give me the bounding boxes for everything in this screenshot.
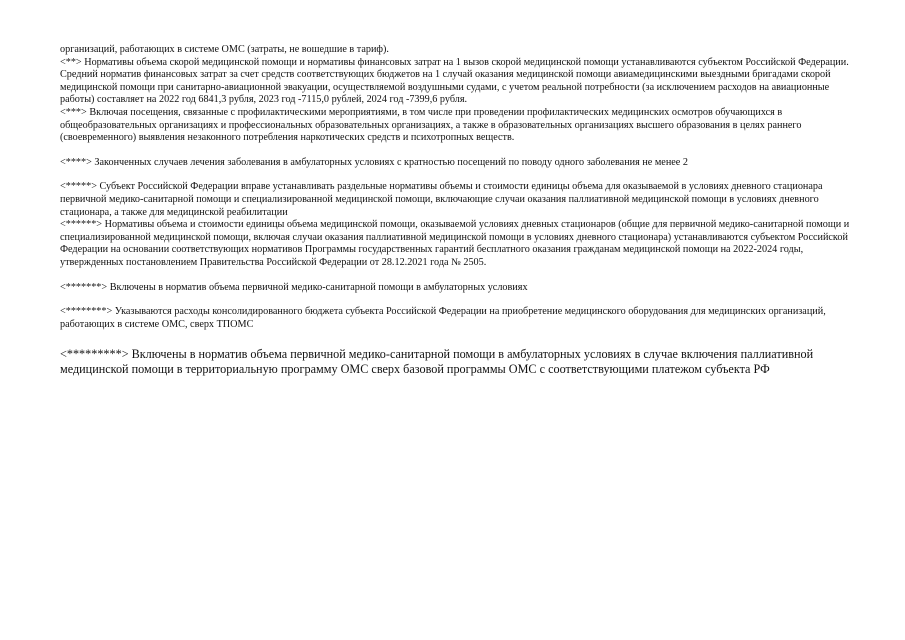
footnote-3: <***> Включая посещения, связанные с профилактическими мероприятиями, в том числе при проведении профилактических медицинских осмотров обучающихся в общеобразовательных организациях и профессиональных образовательных организациях, а также в образовательных организациях высшего образования в целях раннего (своевременного) выявления незаконного потребления наркотических средств и психотропных веществ. — [60, 106, 802, 144]
spacer — [60, 145, 852, 157]
document-page — [60, 44, 852, 376]
footnote-continuation: организаций, работающих в системе ОМС (затраты, не вошедшие в тариф). — [60, 44, 389, 55]
spacer — [60, 294, 852, 306]
footnote-8: <********> Указываются расходы консолидированного бюджета субъекта Российской Федерации на приобретение медицинского оборудования для медицинских организаций, работающих в системе ОМС, сверх ТПОМС — [60, 306, 826, 330]
footnote-4: <****> Законченных случаев лечения заболевания в амбулаторных условиях с кратностью посещений по поводу одного заболевания не менее 2 — [60, 156, 688, 168]
spacer — [60, 169, 852, 181]
spacer — [60, 270, 852, 282]
spacer — [60, 331, 852, 347]
footnote-6: <******> Нормативы объема и стоимости единицы объема медицинской помощи, оказываемой условиях дневных стационаров (общие для первичной медико-санитарной помощи и специализированной медицинской помощи, включая случаи оказания паллиативной медицинской помощи в условиях дневного стационара) устанавливаются субъектом Российской Федерации на основании соответствующих нормативов Программы государственных гарантий бесплатного оказания гражданам медицинской помощи на 2022-2024 годы, утвержденных постановлением Правительства Российской Федерации от 28.12.2021 года № 2505. — [60, 219, 850, 268]
footnote-9: <*********> Включены в норматив объема первичной медико-санитарной помощи в амбулаторных условиях в случае включения паллиативной медицинской помощи в территориальную программу ОМС сверх базовой программы ОМС с соответствующими платежом субъекта РФ — [60, 347, 814, 376]
footnote-7: <*******> Включены в норматив объема первичной медико-санитарной помощи в амбулаторных условиях — [60, 281, 528, 293]
footnote-2: <**> Нормативы объема скорой медицинской помощи и нормативы финансовых затрат на 1 вызов скорой медицинской помощи устанавливаются субъектом Российской Федерации. Средний норматив финансовых затрат за счет средств соответствующих бюджетов на 1 случай оказания медицинской помощи авиамедицинскими выездными бригадами скорой медицинской помощи при санитарно-авиационной эвакуации, осуществляемой воздушными судами, с учетом реальной потребности (за исключением расходов на авиационные работы) составляет на 2022 год 6841,3 рубля, 2023 год -7115,0 рублей, 2024 год -7399,6 рубля. — [60, 56, 849, 106]
footnote-5: <*****> Субъект Российской Федерации вправе устанавливать раздельные нормативы объемы и стоимости единицы объема для оказываемой в условиях дневного стационара первичной медико-санитарной помощи и специализированной медицинской помощи, включающие случаи оказания паллиативной медицинской помощи в условиях дневного стационара, а также для медицинской реабилитации — [60, 181, 823, 218]
